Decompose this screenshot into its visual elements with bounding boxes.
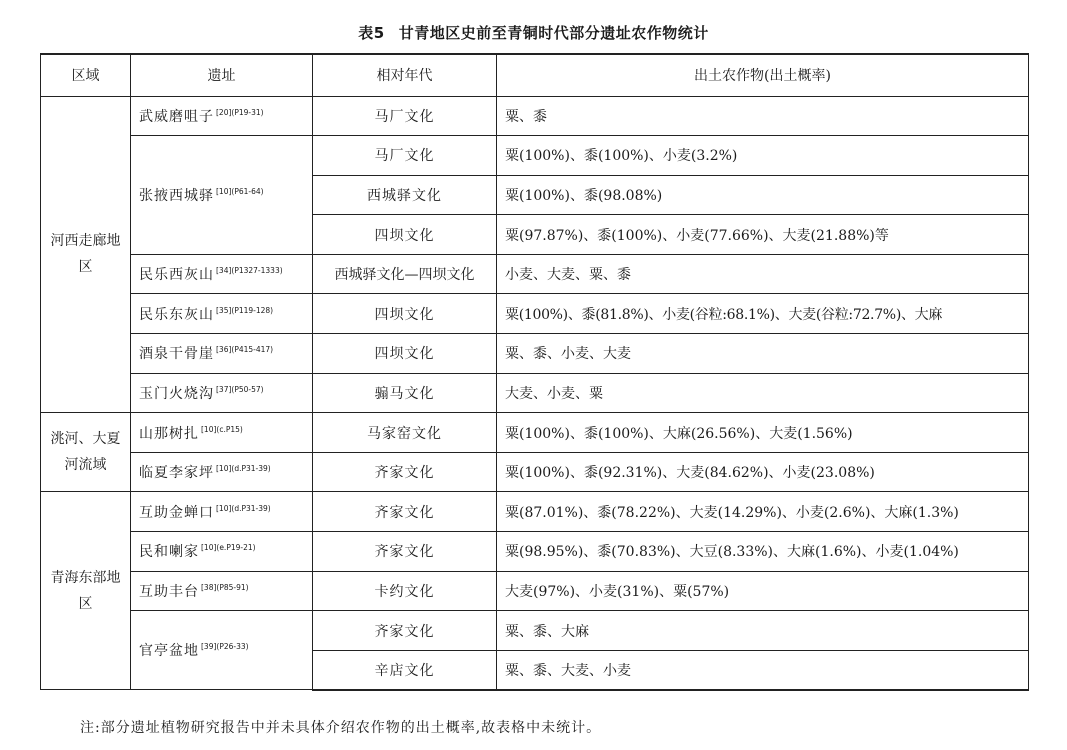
site-cell: 武威磨咀子 $^{[20](P19-31)}$ bbox=[131, 96, 313, 136]
site-cell: 张掖西城驿 $^{[10](P61-64)}$ bbox=[131, 136, 313, 255]
period-cell: 四坝文化 bbox=[313, 294, 497, 334]
crops-cell: 粟、黍、小麦、大麦 bbox=[497, 334, 1029, 374]
table-row bbox=[41, 611, 1029, 651]
region-cell-taohe bbox=[41, 413, 131, 492]
table-title bbox=[0, 22, 1067, 43]
table-row bbox=[41, 492, 1029, 532]
table-row bbox=[41, 254, 1029, 294]
citation: [34](P1327-1333) bbox=[216, 266, 283, 276]
citation: [39](P26-33) bbox=[201, 642, 249, 652]
crops-cell: 粟(100%)、黍(81.8%)、小麦(谷粒:68.1%)、大麦(谷粒:72.7%)、大麻 bbox=[497, 294, 1029, 334]
citation: [10](P61-64) bbox=[216, 186, 264, 196]
period-cell: 西城驿文化 bbox=[313, 175, 497, 215]
crops-cell: 粟、黍、大麦、小麦 bbox=[497, 650, 1029, 690]
citation: [38](P85-91) bbox=[201, 582, 249, 592]
crops-cell: 粟(100%)、黍(92.31%)、大麦(84.62%)、小麦(23.08%) bbox=[497, 452, 1029, 492]
period-cell: 卡约文化 bbox=[313, 571, 497, 611]
citation: [20](P19-31) bbox=[216, 107, 264, 117]
table-row bbox=[41, 373, 1029, 413]
crops-cell: 大麦、小麦、粟 bbox=[497, 373, 1029, 413]
header-crops: 出土农作物(出土概率) bbox=[497, 54, 1029, 96]
citation: [10](e.P19-21) bbox=[201, 543, 256, 553]
region-cell-qinghai bbox=[41, 492, 131, 690]
period-cell: 四坝文化 bbox=[313, 215, 497, 255]
crops-cell: 粟(87.01%)、黍(78.22%)、大麦(14.29%)、小麦(2.6%)、大麻(1.3%) bbox=[497, 492, 1029, 532]
site-cell: 玉门火烧沟 $^{[37](P50-57)}$ bbox=[131, 373, 313, 413]
site-cell: 民乐东灰山 $^{[35](P119-128)}$ bbox=[131, 294, 313, 334]
table-footnote: 注:部分遗址植物研究报告中并未具体介绍农作物的出土概率,故表格中未统计。 bbox=[80, 720, 602, 736]
period-cell: 马厂文化 bbox=[313, 136, 497, 176]
citation: [36](P415-417) bbox=[216, 345, 274, 355]
header-site: 遗址 bbox=[131, 54, 313, 96]
crops-cell: 粟、黍、大麻 bbox=[497, 611, 1029, 651]
citation: [10](c.P15) bbox=[201, 424, 243, 434]
site-cell: 临夏李家坪 $^{[10](d.P31-39)}$ bbox=[131, 452, 313, 492]
table-row bbox=[41, 96, 1029, 136]
crops-cell: 粟、黍 bbox=[497, 96, 1029, 136]
site-cell: 民和喇家 $^{[10](e.P19-21)}$ bbox=[131, 532, 313, 572]
period-cell: 西城驿文化—四坝文化 bbox=[313, 254, 497, 294]
table-row bbox=[41, 413, 1029, 453]
crops-cell: 粟(98.95%)、黍(70.83%)、大豆(8.33%)、大麻(1.6%)、小麦(1.04%) bbox=[497, 532, 1029, 572]
period-cell: 四坝文化 bbox=[313, 334, 497, 374]
crops-cell: 粟(97.87%)、黍(100%)、小麦(77.66%)、大麦(21.88%)等 bbox=[497, 215, 1029, 255]
site-cell: 山那树扎 $^{[10](c.P15)}$ bbox=[131, 413, 313, 453]
period-cell: 齐家文化 bbox=[313, 611, 497, 651]
table-row bbox=[41, 452, 1029, 492]
period-cell: 骟马文化 bbox=[313, 373, 497, 413]
crops-cell: 粟(100%)、黍(98.08%) bbox=[497, 175, 1029, 215]
table-row bbox=[41, 294, 1029, 334]
period-cell: 辛店文化 bbox=[313, 650, 497, 690]
region-label: 河西走廊地区 bbox=[50, 233, 121, 276]
header-period: 相对年代 bbox=[313, 54, 497, 96]
site-cell: 酒泉干骨崖 $^{[36](P415-417)}$ bbox=[131, 334, 313, 374]
crops-cell: 大麦(97%)、小麦(31%)、粟(57%) bbox=[497, 571, 1029, 611]
period-cell: 马家窑文化 bbox=[313, 413, 497, 453]
header-region: 区域 bbox=[41, 54, 131, 96]
crops-cell: 小麦、大麦、粟、黍 bbox=[497, 254, 1029, 294]
site-cell: 互助金蝉口 $^{[10](d.P31-39)}$ bbox=[131, 492, 313, 532]
period-cell: 齐家文化 bbox=[313, 492, 497, 532]
citation: [10](d.P31-39) bbox=[216, 503, 271, 513]
citation: [10](d.P31-39) bbox=[216, 464, 271, 474]
table-row bbox=[41, 532, 1029, 572]
period-cell: 齐家文化 bbox=[313, 452, 497, 492]
citation: [37](P50-57) bbox=[216, 384, 264, 394]
site-cell: 官亭盆地 $^{[39](P26-33)}$ bbox=[131, 611, 313, 690]
table-header-row bbox=[41, 54, 1029, 96]
site-cell: 民乐西灰山 $^{[34](P1327-1333)}$ bbox=[131, 254, 313, 294]
period-cell: 齐家文化 bbox=[313, 532, 497, 572]
site-cell: 互助丰台 $^{[38](P85-91)}$ bbox=[131, 571, 313, 611]
period-cell: 马厂文化 bbox=[313, 96, 497, 136]
table-row bbox=[41, 136, 1029, 176]
table-row bbox=[41, 334, 1029, 374]
region-cell-hexi bbox=[41, 96, 131, 413]
crops-cell: 粟(100%)、黍(100%)、小麦(3.2%) bbox=[497, 136, 1029, 176]
region-label: 青海东部地区 bbox=[50, 569, 121, 612]
citation: [35](P119-128) bbox=[216, 305, 274, 315]
crops-cell: 粟(100%)、黍(100%)、大麻(26.56%)、大麦(1.56%) bbox=[497, 413, 1029, 453]
table-number: 表5 bbox=[358, 24, 385, 42]
table-row bbox=[41, 571, 1029, 611]
region-label: 洮河、大夏河流域 bbox=[50, 431, 121, 474]
crop-statistics-table bbox=[40, 53, 1029, 691]
table-title-text: 甘青地区史前至青铜时代部分遗址农作物统计 bbox=[398, 24, 709, 42]
